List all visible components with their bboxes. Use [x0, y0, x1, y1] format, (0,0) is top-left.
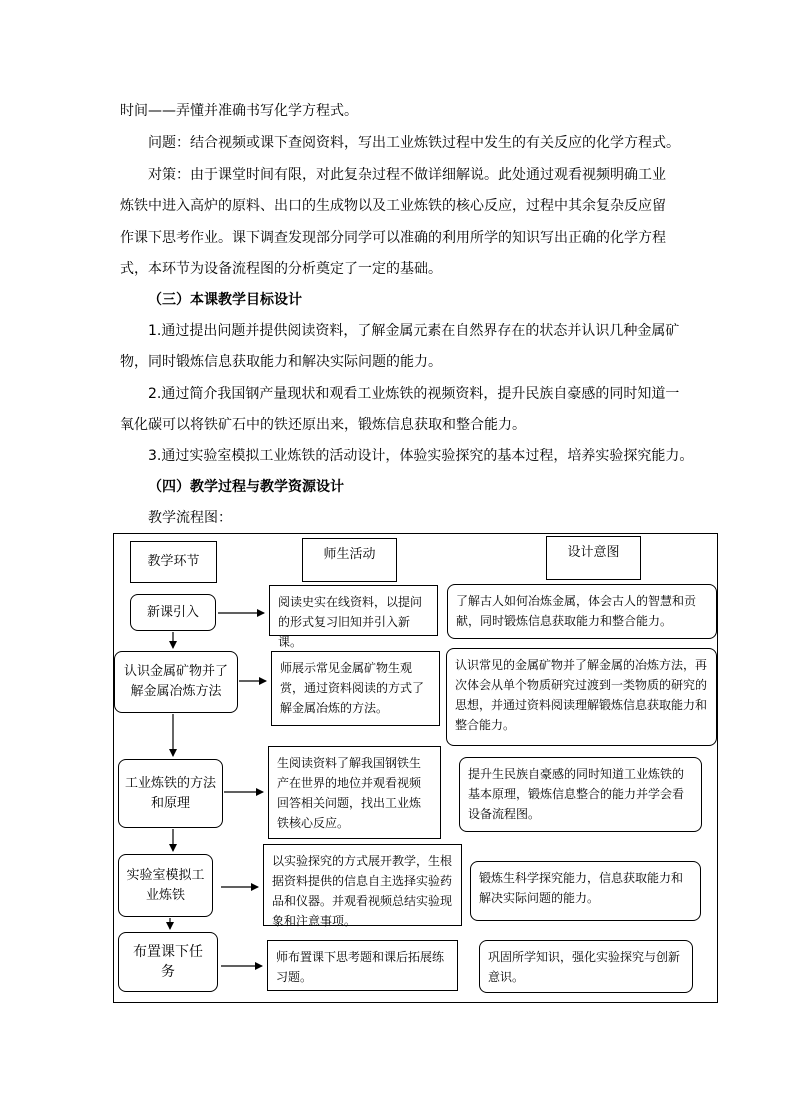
stage-box: 新课引入 [130, 594, 216, 631]
section-heading: （三）本课教学目标设计 [148, 292, 302, 308]
activity-box: 师展示常见金属矿物生观赏，通过资料阅读的方式了解金属冶炼的方法。 [271, 651, 440, 726]
stage-box: 布置课下任务 [118, 932, 218, 992]
flowchart-label: 教学流程图： [148, 510, 232, 526]
section-heading: （四）教学过程与教学资源设计 [148, 479, 344, 495]
activity-box: 师布置课下思考题和课后拓展练习题。 [267, 940, 458, 991]
goal-line: 2.通过简介我国钢产量现状和观看工业炼铁的视频资料，提升民族自豪感的同时知道一 [148, 386, 680, 402]
paragraph-line: 作课下思考作业。课下调查发现部分同学可以准确的利用所学的知识写出正确的化学方程 [120, 230, 666, 246]
intent-box: 认识常见的金属矿物并了解金属的冶炼方法，再次体会从单个物质研究过渡到一类物质的研究的思想，并通过资料阅读理解锻炼信息获取能力和整合能力。 [446, 648, 717, 746]
goal-line: 氧化碳可以将铁矿石中的铁还原出来，锻炼信息获取和整合能力。 [120, 417, 526, 433]
paragraph-line: 式，本环节为设备流程图的分析奠定了一定的基础。 [120, 261, 442, 277]
goal-line: 3.通过实验室模拟工业炼铁的活动设计，体验实验探究的基本过程，培养实验探究能力。 [148, 448, 694, 464]
intent-box: 提升生民族自豪感的同时知道工业炼铁的基本原理，锻炼信息整合的能力并学会看设备流程图。 [459, 757, 702, 832]
activity-box: 生阅读资料了解我国钢铁生产在世界的地位并观看视频回答相关问题，找出工业炼铁核心反应。 [268, 746, 441, 839]
stage-box: 实验室模拟工业炼铁 [118, 854, 213, 917]
header-stage: 教学环节 [130, 541, 217, 583]
intent-box: 了解古人如何冶炼金属，体会古人的智慧和贡献，同时锻炼信息获取能力和整合能力。 [447, 584, 717, 639]
paragraph-line: 炼铁中进入高炉的原料、出口的生成物以及工业炼铁的核心反应，过程中其余复杂反应留 [120, 198, 666, 214]
paragraph-line: 问题：结合视频或课下查阅资料，写出工业炼铁过程中发生的有关反应的化学方程式。 [148, 135, 680, 151]
header-intent: 设计意图 [546, 536, 641, 580]
intent-box: 巩固所学知识，强化实验探究与创新意识。 [479, 940, 693, 993]
intent-box: 锻炼生科学探究能力，信息获取能力和解决实际问题的能力。 [470, 861, 701, 921]
stage-box: 工业炼铁的方法和原理 [118, 759, 223, 828]
stage-box: 认识金属矿物并了解金属冶炼方法 [114, 651, 238, 713]
goal-line: 物，同时锻炼信息获取能力和解决实际问题的能力。 [120, 354, 442, 370]
activity-box: 以实验探究的方式展开教学，生根据资料提供的信息自主选择实验药品和仪器。并观看视频总结实验现象和注意事项。 [263, 844, 462, 926]
paragraph-line: 对策：由于课堂时间有限，对此复杂过程不做详细解说。此处通过观看视频明确工业 [148, 167, 666, 183]
goal-line: 1.通过提出问题并提供阅读资料，了解金属元素在自然界存在的状态并认识几种金属矿 [148, 323, 680, 339]
header-activity: 师生活动 [302, 538, 397, 582]
activity-box: 阅读史实在线资料，以提问的形式复习旧知并引入新课。 [269, 585, 438, 636]
paragraph-line: 时间——弄懂并准确书写化学方程式。 [120, 103, 358, 119]
